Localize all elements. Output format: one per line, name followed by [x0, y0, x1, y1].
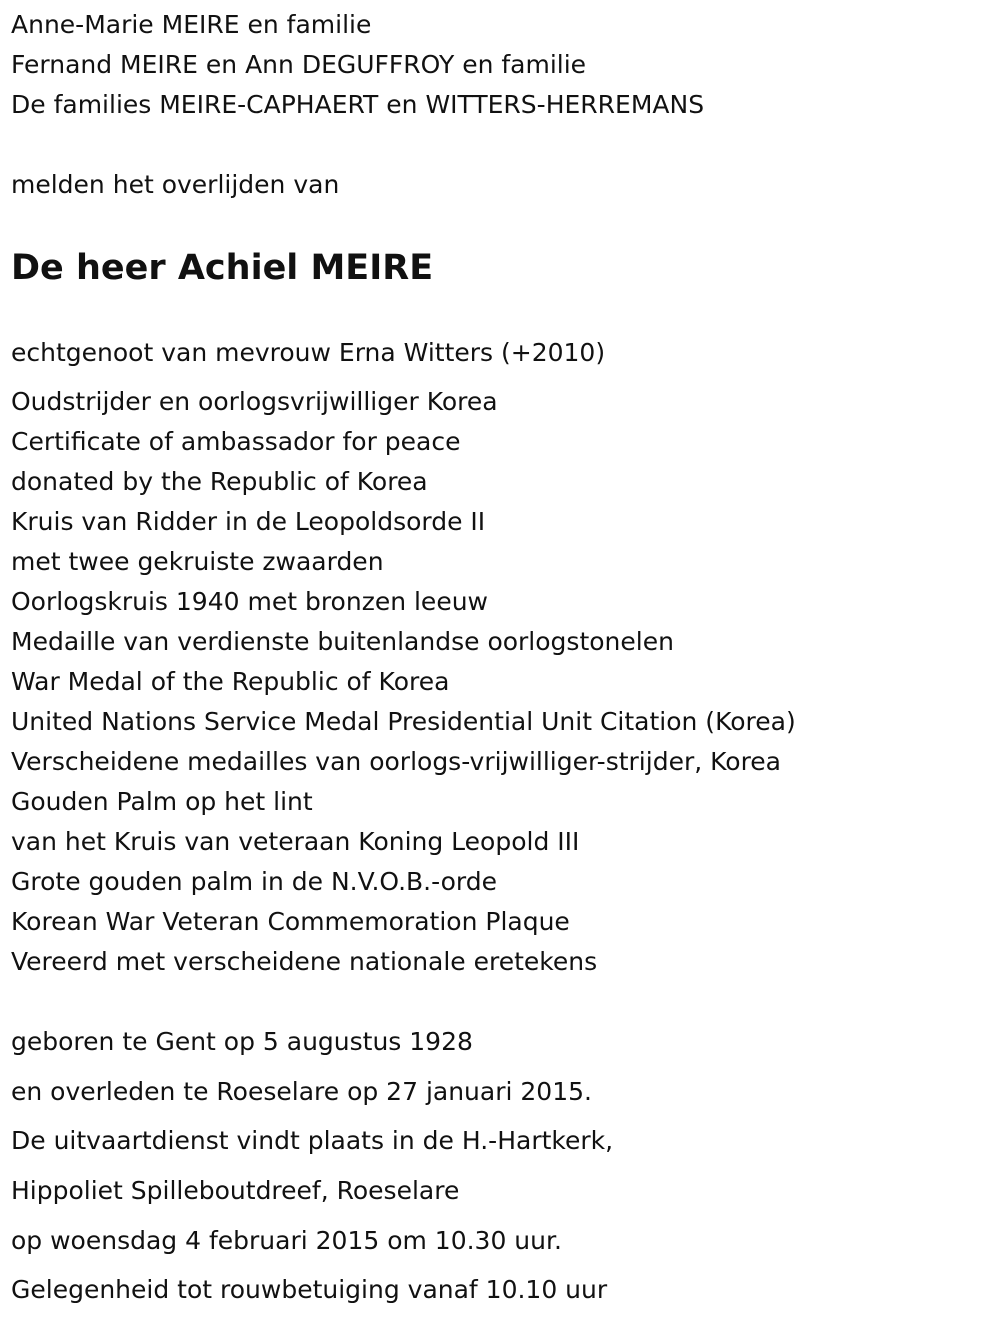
detail-line: Gelegenheid tot rouwbetuiging vanaf 10.10 uur [11, 1275, 608, 1304]
announcer-line: Anne-Marie MEIRE en familie [11, 10, 372, 39]
honour-line: War Medal of the Republic of Korea [11, 667, 450, 696]
detail-line: geboren te Gent op 5 augustus 1928 [11, 1027, 473, 1056]
intro-text: melden het overlijden van [11, 170, 340, 199]
detail-line: De uitvaartdienst vindt plaats in de H.-Hartkerk, [11, 1126, 614, 1155]
honour-line: Korean War Veteran Commemoration Plaque [11, 907, 570, 936]
honour-line: Grote gouden palm in de N.V.O.B.-orde [11, 867, 497, 896]
detail-line: Hippoliet Spilleboutdreef, Roeselare [11, 1176, 460, 1205]
announcer-line: De families MEIRE-CAPHAERT en WITTERS-HERREMANS [11, 90, 705, 119]
honour-line: Certificate of ambassador for peace [11, 427, 461, 456]
honour-line: Verscheidene medailles van oorlogs-vrijwilliger-strijder, Korea [11, 747, 781, 776]
honour-line: van het Kruis van veteraan Koning Leopold III [11, 827, 580, 856]
honour-line: Vereerd met verscheidene nationale eretekens [11, 947, 598, 976]
spouse-line: echtgenoot van mevrouw Erna Witters (+2010) [11, 338, 606, 367]
detail-line: en overleden te Roeselare op 27 januari 2015. [11, 1077, 592, 1106]
honour-line: Oorlogskruis 1940 met bronzen leeuw [11, 587, 488, 616]
honour-line: Gouden Palm op het lint [11, 787, 313, 816]
deceased-name: De heer Achiel MEIRE [11, 248, 434, 288]
honour-line: United Nations Service Medal Presidential Unit Citation (Korea) [11, 707, 796, 736]
announcer-line: Fernand MEIRE en Ann DEGUFFROY en familie [11, 50, 587, 79]
honour-line: donated by the Republic of Korea [11, 467, 428, 496]
detail-line: op woensdag 4 februari 2015 om 10.30 uur. [11, 1226, 562, 1255]
honour-line: Medaille van verdienste buitenlandse oorlogstonelen [11, 627, 674, 656]
honour-line: Kruis van Ridder in de Leopoldsorde II [11, 507, 486, 536]
honour-line: met twee gekruiste zwaarden [11, 547, 384, 576]
honour-line: Oudstrijder en oorlogsvrijwilliger Korea [11, 387, 498, 416]
